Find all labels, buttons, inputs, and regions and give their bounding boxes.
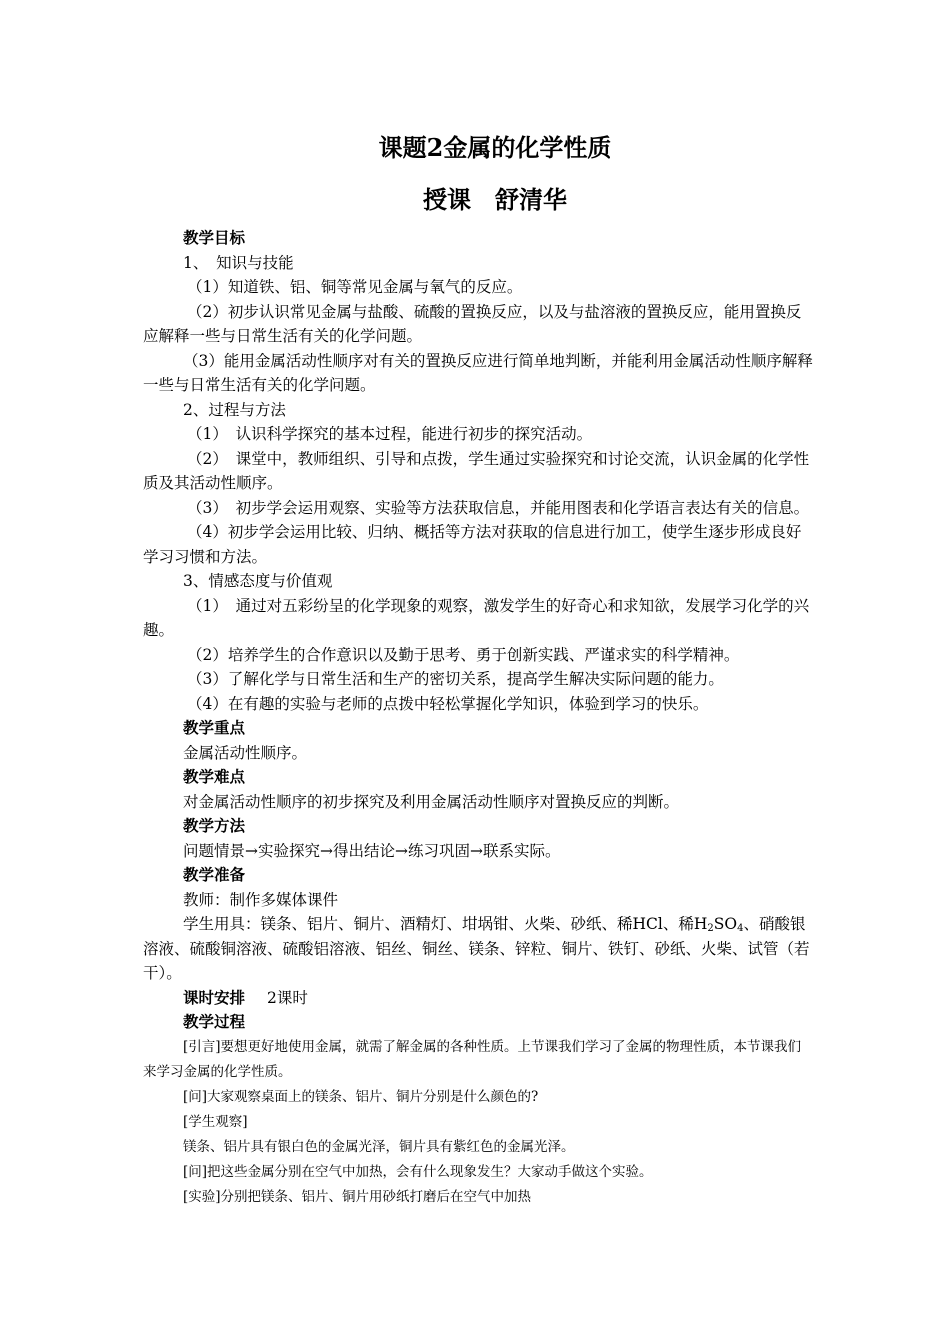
s3-item-3: （3）了解化学与日常生活和生产的密切关系，提高学生解决实际问题的能力。 — [187, 670, 724, 688]
process-item-6: [实验]分别把镁条、铝片、铜片用砂纸打磨后在空气中加热 — [183, 1188, 532, 1205]
schedule-value: 2课时 — [267, 988, 308, 1007]
s2-item-4: （4）初步学会运用比较、归纳、概括等方法对获取的信息进行加工，使学生逐步形成良好学习习惯和方法。 — [143, 523, 802, 566]
schedule-line — [143, 986, 813, 1011]
process-heading: 教学过程 — [183, 1012, 246, 1031]
prep-student — [143, 912, 813, 986]
key-point-text: 金属活动性顺序。 — [183, 743, 308, 762]
teacher-line: 授课 舒清华 — [423, 185, 567, 214]
schedule-label: 课时安排 — [183, 987, 246, 1007]
prep-student-part-b: SO — [713, 915, 738, 933]
document-body — [143, 226, 813, 1210]
s3-item-4: （4）在有趣的实验与老师的点拨中轻松掌握化学知识，体验到学习的快乐。 — [187, 694, 709, 713]
prep-teacher: 教师：制作多媒体课件 — [183, 890, 339, 909]
section-3-title: 3、情感态度与价值观 — [183, 572, 333, 590]
subscript-2: 2 — [707, 923, 714, 934]
s1-item-3: （3）能用金属活动性顺序对有关的置换反应进行简单地判断，并能利用金属活动性顺序解释一些与日常生活有关的化学问题。 — [143, 351, 813, 394]
s1-item-1: （1）知道铁、铝、铜等常见金属与氧气的反应。 — [187, 278, 523, 296]
difficulty-heading: 教学难点 — [183, 767, 246, 786]
s2-item-1: （1） 认识科学探究的基本过程，能进行初步的探究活动。 — [187, 425, 593, 443]
prep-student-part-a: 学生用具：镁条、铝片、铜片、酒精灯、坩埚钳、火柴、砂纸、稀HCl、稀H — [183, 915, 708, 933]
prep-heading: 教学准备 — [183, 865, 246, 884]
process-item-1: [引言]要想更好地使用金属，就需了解金属的各种性质。上节课我们学习了金属的物理性质，本节课我们来学习金属的化学性质。 — [143, 1038, 802, 1080]
s2-item-2: （2） 课堂中，教师组织、引导和点拨，学生通过实验探究和讨论交流，认识金属的化学性质及其活动性顺序。 — [143, 449, 810, 492]
s3-item-1: （1） 通过对五彩纷呈的化学现象的观察，激发学生的好奇心和求知欲，发展学习化学的兴趣。 — [143, 596, 810, 639]
section-1-title: 1、 知识与技能 — [183, 253, 294, 272]
process-item-2: [问]大家观察桌面上的镁条、铝片、铜片分别是什么颜色的? — [183, 1088, 539, 1105]
process-item-4: 镁条、铝片具有银白色的金属光泽，铜片具有紫红色的金属光泽。 — [183, 1138, 575, 1155]
subscript-4: 4 — [737, 923, 744, 934]
process-item-3: [学生观察] — [183, 1113, 248, 1130]
s2-item-3: （3） 初步学会运用观察、实验等方法获取信息，并能用图表和化学语言表达有关的信息。 — [187, 498, 810, 517]
document-title: 课题2金属的化学性质 — [378, 133, 612, 162]
key-point-heading: 教学重点 — [183, 718, 246, 737]
process-item-5: [问]把这些金属分别在空气中加热，会有什么现象发生？大家动手做这个实验。 — [183, 1163, 653, 1180]
section-2-title: 2、过程与方法 — [183, 400, 286, 419]
difficulty-text: 对金属活动性顺序的初步探究及利用金属活动性顺序对置换反应的判断。 — [183, 792, 680, 811]
method-text: 问题情景→实验探究→得出结论→练习巩固→联系实际。 — [183, 841, 561, 860]
prep-student-part-c: 、硝酸银溶液、硫酸铜溶液、硫酸铝溶液、铝丝、铜丝、镁条、锌粒、铜片、铁钉、砂纸、火柴、试管（若干）。 — [143, 915, 810, 982]
objectives-heading: 教学目标 — [183, 228, 246, 247]
s1-item-2: （2）初步认识常见金属与盐酸、硫酸的置换反应，以及与盐溶液的置换反应，能用置换反应解释一些与日常生活有关的化学问题。 — [143, 302, 802, 345]
s3-item-2: （2）培养学生的合作意识以及勤于思考、勇于创新实践、严谨求实的科学精神。 — [187, 645, 740, 664]
method-heading: 教学方法 — [183, 816, 246, 835]
